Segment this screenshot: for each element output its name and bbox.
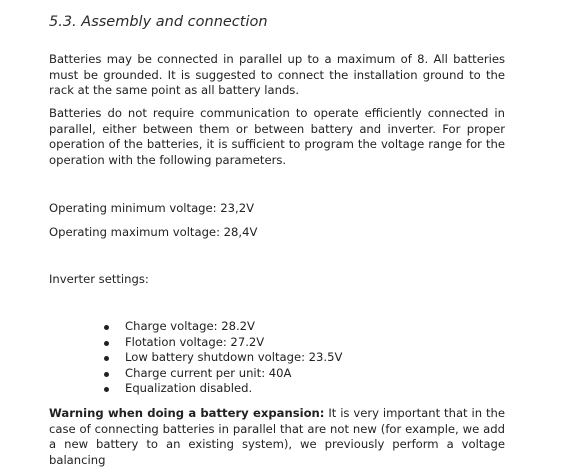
list-item: Charge current per unit: 40A — [104, 366, 342, 382]
max-voltage-line: Operating maximum voltage: 28,4V — [49, 225, 258, 239]
inverter-settings-title: Inverter settings: — [49, 272, 149, 286]
warning-label: Warning when doing a battery expansion: — [49, 406, 325, 420]
list-item: Equalization disabled. — [104, 381, 342, 397]
list-item: Low battery shutdown voltage: 23.5V — [104, 350, 342, 366]
inverter-settings-list — [104, 319, 342, 397]
warning-text: It is very important that in the case of connecting batteries in parallel that are not new (for example, we add a new battery to an existing system), we previously perform a voltage balancing — [49, 406, 505, 467]
paragraph-communication: Batteries do not require communication to operate efficiently connected in parallel, either between them or between battery and inverter. For proper operation of the batteries, it is sufficient to program the voltage range for the operation with the following parameters. — [49, 106, 505, 167]
list-item: Flotation voltage: 27.2V — [104, 335, 342, 351]
paragraph-parallel-connection: Batteries may be connected in parallel up to a maximum of 8. All batteries must be grounded. It is suggested to connect the installation ground to the rack at the same point as all battery lands. — [49, 52, 505, 97]
list-item: Charge voltage: 28.2V — [104, 319, 342, 335]
warning-paragraph — [49, 406, 505, 468]
min-voltage-line: Operating minimum voltage: 23,2V — [49, 201, 255, 215]
section-heading: 5.3. Assembly and connection — [49, 14, 268, 30]
